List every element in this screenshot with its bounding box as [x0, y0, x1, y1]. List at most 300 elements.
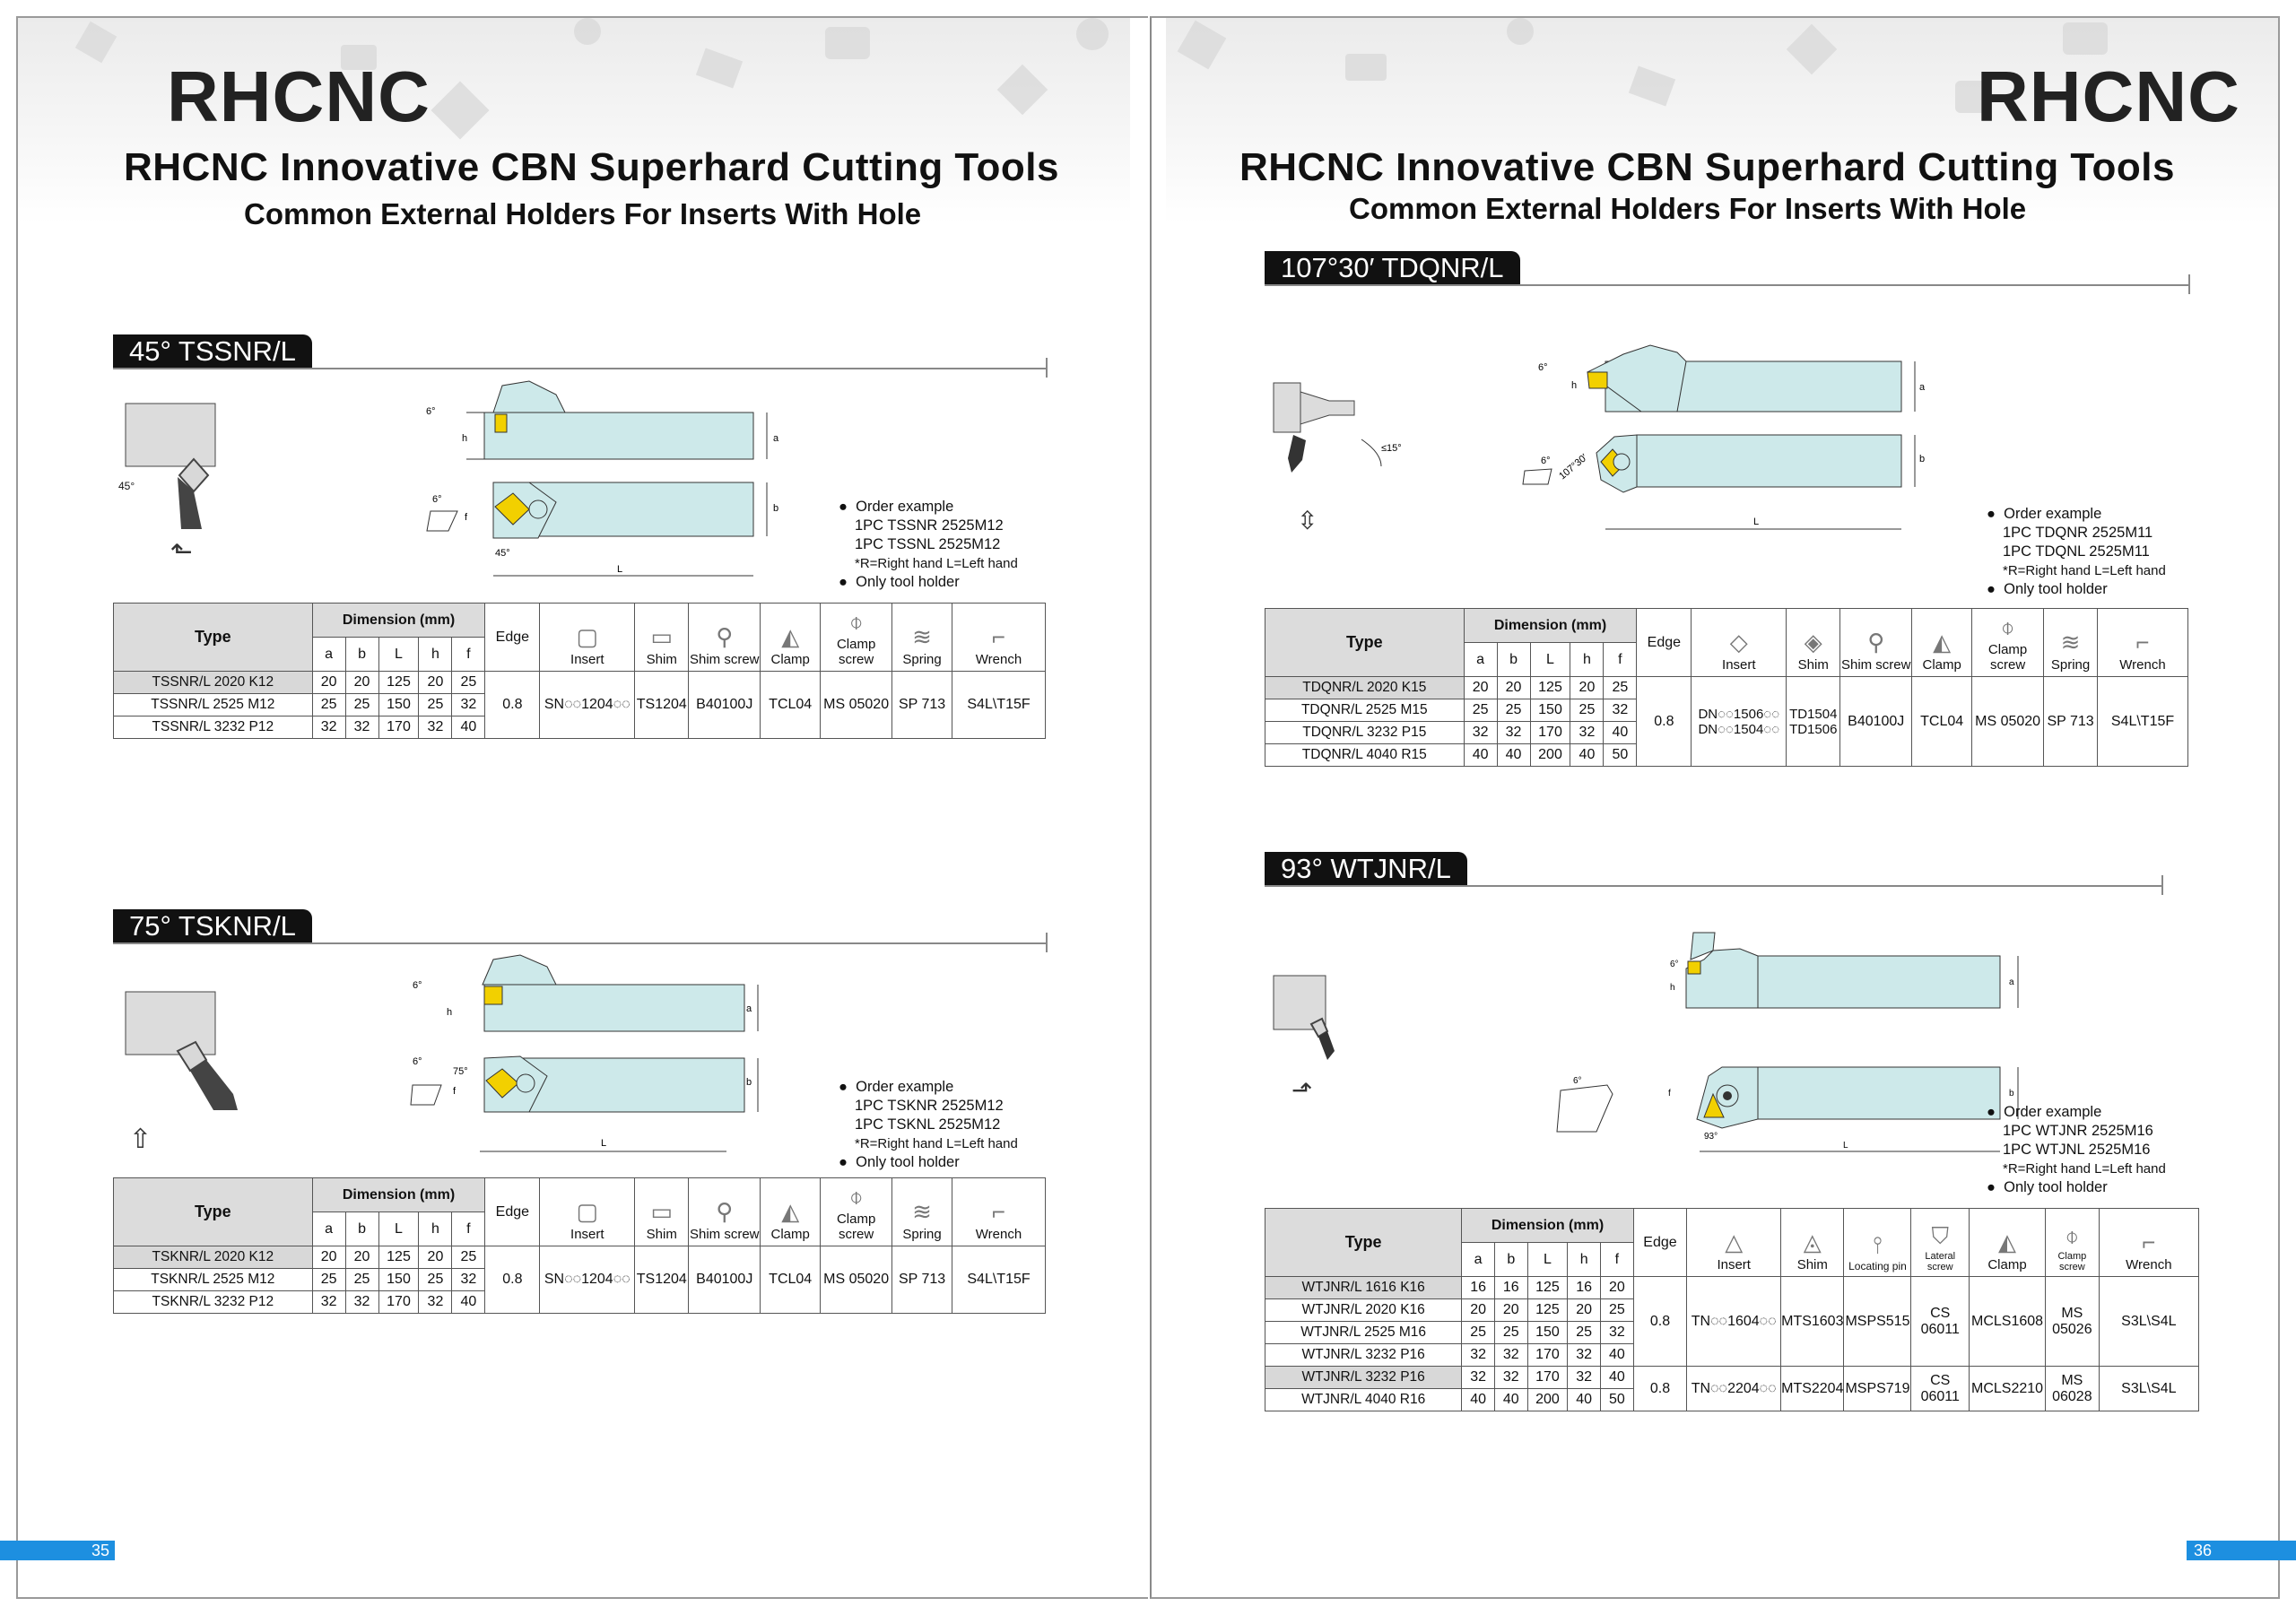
- edge-header: Edge: [1637, 609, 1692, 677]
- component-label: Spring: [902, 652, 942, 667]
- dim-header-l: L: [1530, 643, 1570, 677]
- dim-cell: 16: [1494, 1277, 1527, 1299]
- dim-header-a: a: [312, 1212, 345, 1246]
- dim-cell: 50: [1604, 744, 1637, 767]
- dim-cell: 170: [1527, 1344, 1568, 1367]
- dim-cell: 20: [1497, 677, 1530, 699]
- wrench-icon: ⌐: [991, 1198, 1006, 1225]
- part-cell: TCL04: [761, 672, 821, 739]
- dim-cell: 40: [1570, 744, 1604, 767]
- order-line: 1PC TSSNL 2525M12: [855, 536, 1001, 552]
- page-title: RHCNC Innovative CBN Superhard Cutting Tools: [124, 145, 1059, 189]
- wrench-icon: ⌐: [2135, 629, 2150, 656]
- svg-text:6°: 6°: [413, 980, 422, 991]
- component-label: Clamp: [1987, 1257, 2027, 1272]
- type-cell: TSSNR/L 3232 P12: [114, 716, 313, 739]
- dim-cell: 40: [1464, 744, 1497, 767]
- hand-note: *R=Right hand L=Left hand: [2003, 1161, 2166, 1177]
- component-label: Shim: [1796, 1257, 1828, 1272]
- insert-icon: ▢: [576, 623, 599, 650]
- edge-header: Edge: [485, 1178, 540, 1246]
- spring-icon: ≋: [912, 623, 932, 650]
- svg-text:a: a: [746, 1003, 752, 1014]
- shim-icon: ◈: [1804, 629, 1822, 656]
- svg-text:6°: 6°: [1573, 1076, 1582, 1086]
- component-label: Shim: [646, 652, 677, 667]
- part-cell: S4L\T15F: [2098, 677, 2188, 767]
- order-example-label: Order example: [856, 499, 954, 515]
- type-header: Type: [114, 604, 313, 672]
- svg-text:93°: 93°: [1704, 1132, 1718, 1142]
- part-cell: MS 05026: [2045, 1277, 2099, 1367]
- dim-header-a: a: [1462, 1243, 1495, 1277]
- svg-text:h: h: [447, 1007, 453, 1018]
- order-example: ● Order example 1PC TSSNR 2525M12 1PC TSSNL 2525M12 *R=Right hand L=Left hand ● Only tool holder: [839, 499, 1018, 590]
- type-cell: TDQNR/L 2020 K15: [1265, 677, 1465, 699]
- part-cell: MSPS719: [1844, 1367, 1911, 1411]
- dim-cell: 32: [1494, 1367, 1527, 1389]
- shim-icon: ▭: [650, 1198, 674, 1225]
- insert-icon: ◇: [1729, 629, 1748, 656]
- component-label: Insert: [570, 652, 604, 667]
- clamp-screw-icon: ⌽: [2065, 1222, 2080, 1249]
- edge-cell: 0.8: [1633, 1277, 1687, 1367]
- section-tab: 45° TSSNR/L: [113, 334, 312, 369]
- part-cell: B40100J: [689, 672, 761, 739]
- dim-cell: 20: [1494, 1299, 1527, 1322]
- dim-cell: 32: [1494, 1344, 1527, 1367]
- svg-text:f: f: [1668, 1089, 1671, 1099]
- dim-cell: 32: [1601, 1322, 1634, 1344]
- hand-note: *R=Right hand L=Left hand: [855, 1136, 1018, 1151]
- svg-text:⇳: ⇳: [1297, 506, 1318, 535]
- svg-text:⬏: ⬏: [1292, 1075, 1313, 1105]
- dim-cell: 32: [452, 1269, 485, 1291]
- dim-cell: 200: [1530, 744, 1570, 767]
- part-cell: SP 713: [892, 672, 952, 739]
- dim-cell: 40: [1462, 1389, 1495, 1411]
- order-example-label: Order example: [856, 1079, 954, 1095]
- svg-text:6°: 6°: [432, 494, 442, 505]
- dim-cell: 40: [1601, 1344, 1634, 1367]
- clamp-icon: ◭: [1933, 629, 1952, 656]
- spring-icon: ≋: [2060, 629, 2081, 656]
- dim-cell: 20: [345, 672, 378, 694]
- part-cell: TCL04: [761, 1246, 821, 1314]
- component-label: Shim screw: [689, 652, 760, 667]
- dim-cell: 40: [1497, 744, 1530, 767]
- component-label: Clamp screw: [836, 637, 876, 667]
- part-cell: CS 06011: [1911, 1367, 1970, 1411]
- page-title: RHCNC Innovative CBN Superhard Cutting Tools: [1239, 145, 2175, 189]
- clamp-icon: ◭: [781, 1198, 800, 1225]
- dim-cell: 25: [1497, 699, 1530, 722]
- component-label: Clamp screw: [2057, 1251, 2087, 1272]
- component-label: Clamp: [1922, 657, 1961, 673]
- dimension-header: Dimension (mm): [312, 1178, 485, 1212]
- dim-cell: 40: [1604, 722, 1637, 744]
- clamp-screw-icon: ⌽: [2000, 613, 2015, 640]
- dim-header-h: h: [1570, 643, 1604, 677]
- type-cell: WTJNR/L 3232 P16: [1265, 1344, 1462, 1367]
- order-line: 1PC TSKNL 2525M12: [855, 1116, 1001, 1133]
- dim-cell: 200: [1527, 1389, 1568, 1411]
- hand-note: *R=Right hand L=Left hand: [2003, 563, 2166, 578]
- part-cell: TD1504 TD1506: [1787, 677, 1840, 767]
- order-line: 1PC TSKNR 2525M12: [855, 1098, 1004, 1114]
- edge-header: Edge: [485, 604, 540, 672]
- component-label: Shim: [1797, 657, 1829, 673]
- dim-cell: 32: [345, 716, 378, 739]
- table-row: [1265, 1367, 2199, 1389]
- dim-header-b: b: [1494, 1243, 1527, 1277]
- dim-header-h: h: [1568, 1243, 1601, 1277]
- only-holder-note: Only tool holder: [2004, 1179, 2108, 1195]
- section-rule-end: [2188, 274, 2190, 294]
- dim-cell: 25: [1570, 699, 1604, 722]
- dimension-header: Dimension (mm): [1464, 609, 1637, 643]
- edge-header: Edge: [1633, 1209, 1687, 1277]
- dim-header-a: a: [312, 638, 345, 672]
- page-subtitle: Common External Holders For Inserts With Hole: [1349, 192, 2027, 225]
- dim-cell: 25: [1464, 699, 1497, 722]
- dim-cell: 40: [1568, 1389, 1601, 1411]
- part-cell: B40100J: [689, 1246, 761, 1314]
- svg-text:a: a: [1919, 382, 1926, 393]
- component-label: Insert: [1717, 1257, 1751, 1272]
- dim-cell: 32: [452, 694, 485, 716]
- only-holder-note: Only tool holder: [856, 1154, 960, 1170]
- svg-text:L: L: [1843, 1141, 1848, 1151]
- page-subtitle: Common External Holders For Inserts With Hole: [244, 197, 922, 230]
- dim-cell: 32: [312, 716, 345, 739]
- dim-cell: 20: [312, 672, 345, 694]
- dim-cell: 125: [378, 1246, 419, 1269]
- part-cell: S3L\S4L: [2099, 1367, 2198, 1411]
- dim-cell: 32: [345, 1291, 378, 1314]
- part-cell: TS1204: [635, 1246, 689, 1314]
- spec-table-tsknr: [113, 1177, 1046, 1314]
- edge-cell: 0.8: [485, 672, 540, 739]
- only-holder-note: Only tool holder: [856, 574, 960, 590]
- dim-cell: 20: [419, 672, 452, 694]
- svg-text:6°: 6°: [1670, 960, 1679, 969]
- dim-cell: 32: [1464, 722, 1497, 744]
- order-line: 1PC TDQNL 2525M11: [2003, 543, 2150, 560]
- wrench-icon: ⌐: [2142, 1229, 2156, 1255]
- angle-label: ≤15°: [1381, 443, 1402, 454]
- svg-text:45°: 45°: [495, 548, 510, 559]
- dim-cell: 170: [1530, 722, 1570, 744]
- dim-cell: 32: [1462, 1367, 1495, 1389]
- spring-icon: ≋: [912, 1198, 932, 1225]
- order-line: 1PC TDQNR 2525M11: [2003, 525, 2153, 541]
- dim-cell: 125: [1530, 677, 1570, 699]
- tool-figure-tsknr: [108, 951, 789, 1166]
- dim-header-h: h: [419, 1212, 452, 1246]
- part-cell: CS 06011: [1911, 1277, 1970, 1367]
- dim-header-f: f: [452, 1212, 485, 1246]
- svg-text:f: f: [453, 1086, 457, 1097]
- dim-cell: 150: [378, 694, 419, 716]
- part-cell: TCL04: [1912, 677, 1972, 767]
- dim-cell: 25: [345, 694, 378, 716]
- insert-icon: △: [1725, 1229, 1744, 1255]
- brand-logo: RHCNC: [167, 56, 430, 136]
- dim-header-l: L: [378, 1212, 419, 1246]
- dim-header-l: L: [378, 638, 419, 672]
- dim-cell: 125: [1527, 1299, 1568, 1322]
- page-frame: [16, 16, 1148, 1599]
- dim-cell: 32: [1570, 722, 1604, 744]
- type-cell: WTJNR/L 1616 K16: [1265, 1277, 1462, 1299]
- tool-figure-tdqnr: [1256, 300, 2152, 534]
- part-cell: S4L\T15F: [952, 672, 1046, 739]
- svg-text:75°: 75°: [453, 1066, 468, 1077]
- dim-cell: 20: [1601, 1277, 1634, 1299]
- dim-cell: 40: [1494, 1389, 1527, 1411]
- part-cell: MCLS1608: [1970, 1277, 2046, 1367]
- svg-text:b: b: [746, 1077, 752, 1088]
- dim-header-b: b: [345, 638, 378, 672]
- component-label: Spring: [902, 1227, 942, 1242]
- type-cell: TSKNR/L 3232 P12: [114, 1291, 313, 1314]
- type-cell: WTJNR/L 2020 K16: [1265, 1299, 1462, 1322]
- part-cell: MS 06028: [2045, 1367, 2099, 1411]
- part-cell: SN◌◌1204◌◌: [540, 672, 635, 739]
- table-row: [114, 672, 1046, 694]
- component-label: Spring: [2050, 657, 2091, 673]
- dim-cell: 170: [378, 1291, 419, 1314]
- type-cell: WTJNR/L 2525 M16: [1265, 1322, 1462, 1344]
- dim-cell: 32: [419, 1291, 452, 1314]
- type-header: Type: [1265, 1209, 1462, 1277]
- component-label: Insert: [570, 1227, 604, 1242]
- component-label: Shim: [646, 1227, 677, 1242]
- component-label: Insert: [1722, 657, 1756, 673]
- svg-text:⬑: ⬑: [170, 536, 194, 568]
- svg-text:L: L: [617, 564, 623, 575]
- dim-cell: 25: [1494, 1322, 1527, 1344]
- dim-cell: 32: [419, 716, 452, 739]
- type-cell: TSSNR/L 2525 M12: [114, 694, 313, 716]
- clamp-screw-icon: ⌽: [848, 1183, 864, 1210]
- order-line: 1PC TSSNR 2525M12: [855, 517, 1004, 534]
- spec-table-tdqnr: [1265, 608, 2188, 767]
- part-cell: B40100J: [1840, 677, 1912, 767]
- tool-figure-tssnr: [108, 377, 789, 592]
- only-holder-note: Only tool holder: [2004, 581, 2108, 597]
- part-cell: SP 713: [2044, 677, 2098, 767]
- order-example-label: Order example: [2004, 506, 2102, 522]
- type-cell: TSKNR/L 2020 K12: [114, 1246, 313, 1269]
- clamp-icon: ◭: [1998, 1229, 2017, 1255]
- clamp-screw-icon: ⌽: [848, 608, 864, 635]
- table-row: [114, 1246, 1046, 1269]
- component-label: Locating pin: [1848, 1260, 1907, 1272]
- svg-text:a: a: [773, 433, 779, 444]
- dim-cell: 20: [419, 1246, 452, 1269]
- component-label: Clamp: [770, 652, 810, 667]
- svg-text:6°: 6°: [1538, 362, 1548, 373]
- dim-cell: 25: [1604, 677, 1637, 699]
- dim-cell: 170: [378, 716, 419, 739]
- component-label: Wrench: [2126, 1257, 2172, 1272]
- locating-pin-icon: ⫯: [1872, 1231, 1883, 1258]
- dim-header-f: f: [452, 638, 485, 672]
- type-cell: TSSNR/L 2020 K12: [114, 672, 313, 694]
- type-header: Type: [1265, 609, 1465, 677]
- dim-cell: 150: [1530, 699, 1570, 722]
- dim-cell: 125: [378, 672, 419, 694]
- dim-cell: 32: [1604, 699, 1637, 722]
- type-cell: TSKNR/L 2525 M12: [114, 1269, 313, 1291]
- shim-icon: ◬: [1803, 1229, 1822, 1255]
- hand-note: *R=Right hand L=Left hand: [855, 556, 1018, 571]
- part-cell: MS 05020: [821, 1246, 892, 1314]
- dim-cell: 32: [312, 1291, 345, 1314]
- type-cell: TDQNR/L 2525 M15: [1265, 699, 1465, 722]
- component-label: Shim screw: [1840, 657, 1911, 673]
- edge-cell: 0.8: [1637, 677, 1692, 767]
- order-example: ● Order example 1PC WTJNR 2525M16 1PC WTJNL 2525M16 *R=Right hand L=Left hand ● Only tool holder: [1987, 1104, 2166, 1195]
- svg-text:6°: 6°: [413, 1056, 422, 1067]
- part-cell: MTS1603: [1781, 1277, 1844, 1367]
- dim-cell: 50: [1601, 1389, 1634, 1411]
- svg-text:b: b: [2009, 1089, 2014, 1099]
- dim-cell: 25: [452, 672, 485, 694]
- edge-cell: 0.8: [485, 1246, 540, 1314]
- insert-icon: ▢: [576, 1198, 599, 1225]
- svg-text:f: f: [465, 512, 468, 523]
- dim-cell: 20: [1570, 677, 1604, 699]
- svg-text:L: L: [601, 1138, 607, 1149]
- dim-cell: 25: [1568, 1322, 1601, 1344]
- dim-cell: 40: [452, 716, 485, 739]
- order-example: ● Order example 1PC TDQNR 2525M11 1PC TDQNL 2525M11 *R=Right hand L=Left hand ● Only tool holder: [1987, 506, 2166, 597]
- spec-table-wtjnr: [1265, 1208, 2199, 1411]
- page-number: [2187, 1541, 2296, 1560]
- dim-cell: 32: [1497, 722, 1530, 744]
- lateral-screw-icon: ⛉: [1931, 1222, 1949, 1249]
- section-rule: [1265, 885, 2161, 887]
- dim-cell: 20: [1464, 677, 1497, 699]
- dim-cell: 20: [1462, 1299, 1495, 1322]
- dim-cell: 25: [419, 694, 452, 716]
- order-example-label: Order example: [2004, 1104, 2102, 1120]
- dimension-header: Dimension (mm): [312, 604, 485, 638]
- dim-cell: 25: [1462, 1322, 1495, 1344]
- svg-text:⇧: ⇧: [129, 1124, 152, 1155]
- clamp-icon: ◭: [781, 623, 800, 650]
- edge-cell: 0.8: [1633, 1367, 1687, 1411]
- part-cell: DN◌◌1506◌◌ DN◌◌1504◌◌: [1692, 677, 1787, 767]
- page-number-text: 35: [91, 1541, 109, 1559]
- svg-text:h: h: [1571, 380, 1578, 391]
- svg-text:L: L: [1753, 517, 1760, 527]
- shim-screw-icon: ⚲: [716, 623, 734, 650]
- section-rule: [1265, 284, 2188, 286]
- order-example: ● Order example 1PC TSKNR 2525M12 1PC TSKNL 2525M12 *R=Right hand L=Left hand ● Only tool holder: [839, 1079, 1018, 1170]
- svg-text:h: h: [1670, 983, 1675, 993]
- dim-header-h: h: [419, 638, 452, 672]
- dim-cell: 40: [1601, 1367, 1634, 1389]
- dim-header-b: b: [345, 1212, 378, 1246]
- dim-cell: 32: [1568, 1344, 1601, 1367]
- dim-header-f: f: [1604, 643, 1637, 677]
- dim-cell: 170: [1527, 1367, 1568, 1389]
- part-cell: S3L\S4L: [2099, 1277, 2198, 1367]
- section-rule: [113, 368, 1046, 369]
- part-cell: MSPS515: [1844, 1277, 1911, 1367]
- type-cell: WTJNR/L 4040 R16: [1265, 1389, 1462, 1411]
- svg-text:b: b: [773, 503, 779, 514]
- dim-cell: 20: [312, 1246, 345, 1269]
- type-cell: TDQNR/L 3232 P15: [1265, 722, 1465, 744]
- dim-cell: 150: [1527, 1322, 1568, 1344]
- table-row: [1265, 677, 2188, 699]
- section-rule-end: [2161, 875, 2163, 895]
- dimension-header: Dimension (mm): [1462, 1209, 1633, 1243]
- dim-cell: 16: [1462, 1277, 1495, 1299]
- part-cell: MS 05020: [1972, 677, 2044, 767]
- dim-cell: 40: [452, 1291, 485, 1314]
- dim-cell: 20: [1568, 1299, 1601, 1322]
- section-tab: 93° WTJNR/L: [1265, 852, 1467, 886]
- part-cell: TN◌◌2204◌◌: [1687, 1367, 1781, 1411]
- page-number: [0, 1541, 115, 1560]
- page-number-text: 36: [2194, 1541, 2213, 1559]
- dim-cell: 125: [1527, 1277, 1568, 1299]
- dim-header-a: a: [1464, 643, 1497, 677]
- component-label: Lateral screw: [1925, 1251, 1956, 1272]
- brand-logo: RHCNC: [1977, 56, 2240, 136]
- component-label: Clamp: [770, 1227, 810, 1242]
- dim-cell: 25: [312, 1269, 345, 1291]
- dim-cell: 32: [1568, 1367, 1601, 1389]
- svg-text:6°: 6°: [1541, 456, 1551, 466]
- component-label: Shim screw: [689, 1227, 760, 1242]
- shim-screw-icon: ⚲: [1867, 629, 1885, 656]
- type-header: Type: [114, 1178, 313, 1246]
- component-label: Wrench: [975, 652, 1022, 667]
- section-rule: [113, 942, 1046, 944]
- component-label: Wrench: [975, 1227, 1022, 1242]
- svg-text:a: a: [2009, 977, 2014, 987]
- dim-cell: 16: [1568, 1277, 1601, 1299]
- dim-cell: 25: [312, 694, 345, 716]
- section-tab: 107°30′ TDQNR/L: [1265, 251, 1520, 285]
- part-cell: SN◌◌1204◌◌: [540, 1246, 635, 1314]
- part-cell: MS 05020: [821, 672, 892, 739]
- section-tab: 75° TSKNR/L: [113, 909, 312, 943]
- order-line: 1PC WTJNL 2525M16: [2003, 1142, 2151, 1158]
- order-line: 1PC WTJNR 2525M16: [2003, 1123, 2153, 1139]
- component-label: Wrench: [2119, 657, 2166, 673]
- angle-label: 45°: [118, 480, 135, 492]
- svg-text:6°: 6°: [426, 406, 436, 417]
- wrench-icon: ⌐: [991, 623, 1006, 650]
- part-cell: SP 713: [892, 1246, 952, 1314]
- svg-text:h: h: [462, 433, 468, 444]
- svg-text:b: b: [1919, 454, 1926, 465]
- component-label: Clamp screw: [1987, 642, 2028, 673]
- part-cell: S4L\T15F: [952, 1246, 1046, 1314]
- svg-text:107°30′: 107°30′: [1557, 452, 1590, 482]
- dim-header-b: b: [1497, 643, 1530, 677]
- dim-cell: 25: [419, 1269, 452, 1291]
- shim-screw-icon: ⚲: [716, 1198, 734, 1225]
